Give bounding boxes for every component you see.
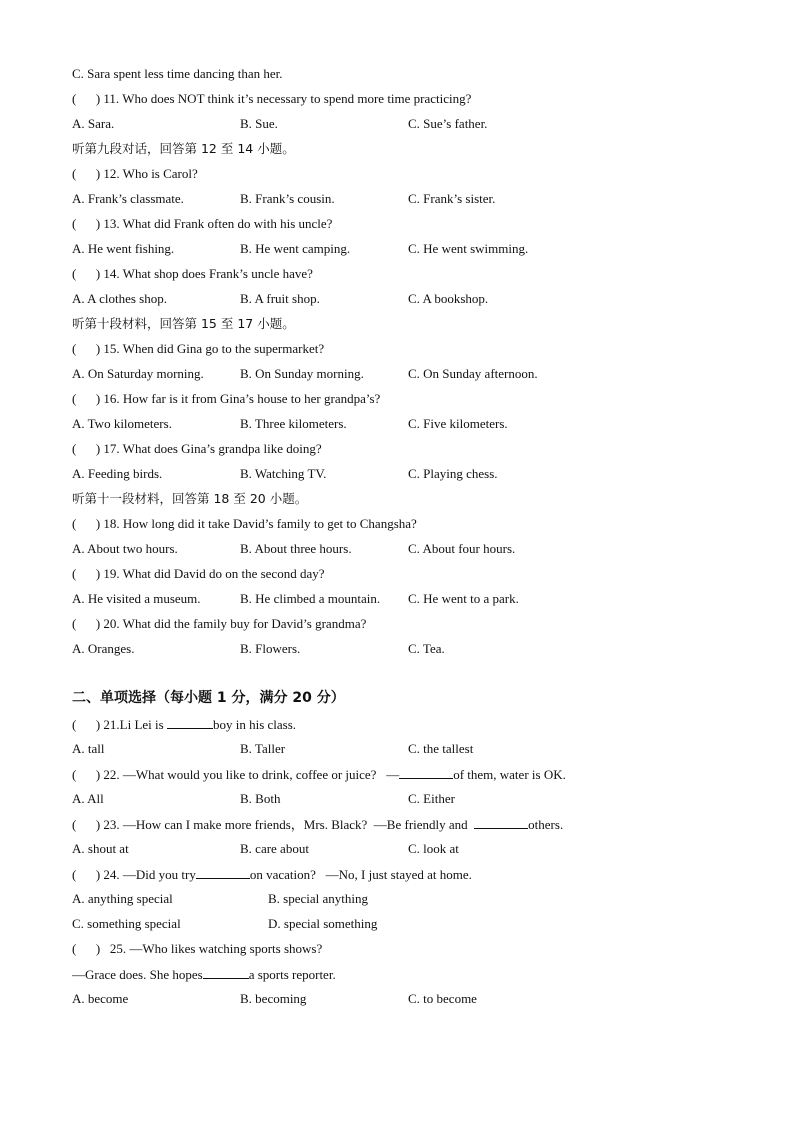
question-20: ( ) 20. What did the family buy for David’s grandma? [72, 616, 367, 631]
q25-option-c: C. to become [408, 991, 477, 1006]
q24-option-d: D. special something [268, 916, 378, 931]
question-14: ( ) 14. What shop does Frank’s uncle have? [72, 266, 313, 281]
q14-option-b: B. A fruit shop. [240, 291, 320, 306]
q24-option-a: A. anything special [72, 891, 173, 906]
q23-text-before-blank: ( ) 23. —How can I make more friends，Mrs. Black? —Be friendly and [72, 817, 475, 832]
q15-option-c: C. On Sunday afternoon. [408, 366, 538, 381]
q22-text-after-blank: of them, water is OK. [453, 767, 566, 782]
q21-text-after-blank: boy in his class. [212, 717, 297, 732]
question-11: ( ) 11. Who does NOT think it’s necessary to spend more time practicing? [72, 91, 472, 106]
q24-blank [196, 866, 250, 879]
section-9-instruction: 听第九段对话，回答第 12 至 14 小题。 [72, 141, 295, 156]
q12-option-b: B. Frank’s cousin. [240, 191, 335, 206]
question-23 [72, 816, 563, 833]
q18-option-c: C. About four hours. [408, 541, 516, 556]
q23-option-b: B. care about [240, 841, 309, 856]
q24-text-after-blank: on vacation? —No, I just stayed at home. [249, 867, 472, 882]
q21-option-b: B. Taller [240, 741, 286, 756]
q17-option-b: B. Watching TV. [240, 466, 327, 481]
q12-option-c: C. Frank’s sister. [408, 191, 496, 206]
q22-option-b: B. Both [240, 791, 281, 806]
q15-option-a: A. On Saturday morning. [72, 366, 204, 381]
q11-option-a: A. Sara. [72, 116, 115, 131]
section-11-instruction: 听第十一段材料，回答第 18 至 20 小题。 [72, 491, 308, 506]
question-13: ( ) 13. What did Frank often do with his uncle? [72, 216, 333, 231]
q19-option-b: B. He climbed a mountain. [240, 591, 381, 606]
q19-option-c: C. He went to a park. [408, 591, 519, 606]
q19-option-a: A. He visited a museum. [72, 591, 201, 606]
q20-option-a: A. Oranges. [72, 641, 135, 656]
q14-option-a: A. A clothes shop. [72, 291, 167, 306]
q23-option-c: C. look at [408, 841, 459, 856]
q24-text-before-blank: ( ) 24. —Did you try [72, 867, 196, 882]
q18-option-b: B. About three hours. [240, 541, 352, 556]
question-16: ( ) 16. How far is it from Gina’s house to her grandpa’s? [72, 391, 381, 406]
q16-option-c: C. Five kilometers. [408, 416, 508, 431]
section-10-instruction: 听第十段材料，回答第 15 至 17 小题。 [72, 316, 295, 331]
q23-blank [474, 816, 528, 829]
q17-option-c: C. Playing chess. [408, 466, 498, 481]
q25-option-b: B. becoming [240, 991, 307, 1006]
question-19: ( ) 19. What did David do on the second day? [72, 566, 325, 581]
question-17: ( ) 17. What does Gina’s grandpa like doing? [72, 441, 322, 456]
q25-blank [203, 966, 249, 979]
q20-option-b: B. Flowers. [240, 641, 301, 656]
question-22 [72, 766, 566, 783]
q14-option-c: C. A bookshop. [408, 291, 489, 306]
q24-option-b: B. special anything [268, 891, 369, 906]
question-24 [72, 866, 472, 883]
q18-option-a: A. About two hours. [72, 541, 178, 556]
q17-option-a: A. Feeding birds. [72, 466, 163, 481]
q13-option-b: B. He went camping. [240, 241, 351, 256]
q16-option-b: B. Three kilometers. [240, 416, 347, 431]
q24-option-c: C. something special [72, 916, 181, 931]
q11-option-b: B. Sue. [240, 116, 278, 131]
q25-option-a: A. become [72, 991, 129, 1006]
q15-option-b: B. On Sunday morning. [240, 366, 364, 381]
question-18: ( ) 18. How long did it take David’s family to get to Changsha? [72, 516, 417, 531]
question-25: ( ) 25. —Who likes watching sports shows? [72, 941, 323, 956]
question-12: ( ) 12. Who is Carol? [72, 166, 198, 181]
question-15: ( ) 15. When did Gina go to the supermarket? [72, 341, 325, 356]
q23-option-a: A. shout at [72, 841, 129, 856]
q21-blank [167, 716, 213, 729]
q22-text-before-blank: ( ) 22. —What would you like to drink, coffee or juice? — [72, 767, 400, 782]
q11-option-c: C. Sue’s father. [408, 116, 488, 131]
q12-option-a: A. Frank’s classmate. [72, 191, 184, 206]
q22-option-c: C. Either [408, 791, 455, 806]
q13-option-a: A. He went fishing. [72, 241, 175, 256]
part-2-heading: 二、单项选择（每小题 1 分，满分 20 分） [72, 690, 345, 706]
q20-option-c: C. Tea. [408, 641, 445, 656]
q22-blank [399, 766, 453, 779]
q16-option-a: A. Two kilometers. [72, 416, 172, 431]
q21-text-before-blank: ( ) 21.Li Lei is [72, 717, 167, 732]
q21-option-a: A. tall [72, 741, 105, 756]
question-21 [72, 716, 296, 733]
q10-option-c: C. Sara spent less time dancing than her. [72, 66, 283, 81]
q23-text-after-blank: others. [528, 817, 564, 832]
q13-option-c: C. He went swimming. [408, 241, 529, 256]
q25-text-before-blank: —Grace does. She hopes [72, 967, 203, 982]
q22-option-a: A. All [72, 791, 104, 806]
question-25-line-2 [72, 966, 336, 983]
q21-option-c: C. the tallest [408, 741, 474, 756]
q25-text-after-blank: a sports reporter. [248, 967, 336, 982]
